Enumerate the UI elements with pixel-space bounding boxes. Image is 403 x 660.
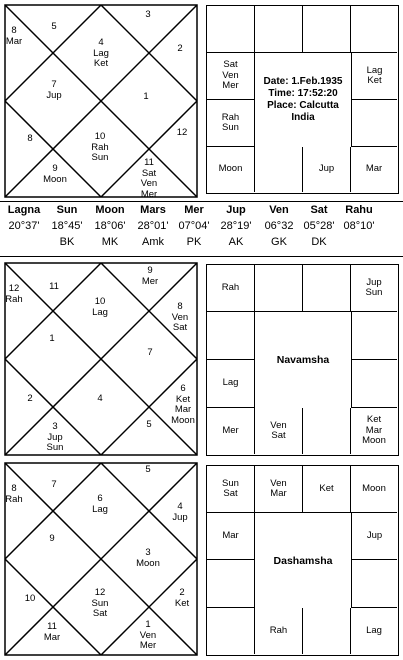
planet-karaka-1: BK [59, 236, 75, 248]
navamsha-house-2: 10 Lag [92, 296, 108, 318]
planet-name-6: Ven [269, 204, 289, 216]
planet-degree-6: 06°32 [264, 220, 294, 232]
rasi-house-1: 5 [51, 21, 57, 32]
navamsha-cell [351, 312, 397, 360]
dashamsha-house-8: 10 [24, 593, 36, 604]
navamsha-house-4: 12 Rah [5, 283, 23, 305]
planet-karaka-2: MK [101, 236, 119, 248]
navamsha-cell: Rah [207, 265, 255, 312]
planet-karaka-5: AK [228, 236, 244, 248]
navamsha-cell [303, 265, 351, 312]
dashamsha-cell: Sun Sat [207, 466, 255, 513]
navamsha-house-5: 8 Ven Sat [171, 301, 189, 333]
dashamsha-house-1: 7 [51, 479, 57, 490]
navamsha-house-3: 9 Mer [141, 265, 159, 287]
planet-degree-3: 28°01' [137, 220, 169, 232]
dashamsha-cell: Jup [351, 513, 397, 560]
navamsha-square-chart [206, 264, 399, 456]
dashamsha-house-7: 3 Moon [136, 547, 160, 569]
dashamsha-cell [351, 560, 397, 608]
navamsha-house-11: 4 [97, 393, 103, 404]
navamsha-house-7: 7 [147, 347, 153, 358]
navamsha-cell [207, 312, 255, 360]
dashamsha-house-6: 9 [49, 533, 55, 544]
navamsha-cell: Lag [207, 360, 255, 408]
navamsha-house-12: 5 [146, 419, 152, 430]
planet-name-1: Sun [56, 204, 78, 216]
planet-karakas-row [2, 236, 380, 248]
rasi-cell: Lag Ket [351, 53, 397, 100]
rasi-cell: Sat Ven Mer [207, 53, 255, 100]
rasi-cell: Rah Sun [207, 100, 255, 147]
rasi-house-12: 11 Sat Ven Mer [140, 157, 158, 200]
rasi-square-chart [206, 5, 399, 194]
rasi-cell [255, 6, 303, 53]
navamsha-house-6: 1 [49, 333, 55, 344]
dashamsha-house-4: 8 Rah [5, 483, 23, 505]
navamsha-house-8: 2 [27, 393, 33, 404]
dashamsha-cell: Ket [303, 466, 351, 513]
rasi-house-10: 10 Rah Sun [91, 131, 109, 163]
navamsha-house-9: 6 Ket Mar Moon [171, 383, 195, 426]
dashamsha-cell: Mar [207, 513, 255, 560]
rasi-cell: Jup [303, 147, 351, 192]
planet-name-4: Mer [184, 204, 204, 216]
dashamsha-title: Dashamsha [273, 554, 333, 567]
planet-karaka-0 [2, 236, 46, 248]
dashamsha-cell: Ven Mar [255, 466, 303, 513]
planet-name-3: Mars [140, 204, 166, 216]
rasi-cell [255, 147, 303, 192]
dashamsha-cell [207, 608, 255, 654]
rasi-cell: Moon [207, 147, 255, 192]
dashamsha-house-11: 12 Sun Sat [91, 587, 109, 619]
dashamsha-house-9: 2 Ket [174, 587, 190, 609]
table-bottom-separator [0, 256, 403, 257]
rasi-cell [351, 100, 397, 147]
rasi-house-7: 1 [143, 91, 149, 102]
dashamsha-square-chart [206, 465, 399, 656]
planet-karaka-6: GK [271, 236, 287, 248]
navamsha-house-1: 11 [49, 281, 59, 292]
planet-degree-4: 07°04' [178, 220, 210, 232]
navamsha-cell [255, 265, 303, 312]
planet-degrees-row [2, 220, 380, 232]
rasi-cell: Mar [365, 163, 383, 175]
dashamsha-house-10: 11 Mar [43, 621, 61, 643]
navamsha-house-10: 3 Jup Sun [46, 421, 64, 453]
rasi-cell [207, 6, 255, 53]
planet-karaka-8 [338, 236, 380, 248]
table-top-separator [0, 201, 403, 202]
rasi-house-11: 9 Moon [43, 163, 67, 185]
dashamsha-cell [207, 560, 255, 608]
planet-degree-7: 05°28' [303, 220, 335, 232]
rasi-cell [303, 6, 351, 53]
navamsha-cell [303, 408, 351, 454]
dashamsha-cell: Moon [351, 466, 397, 513]
navamsha-cell [351, 360, 397, 408]
dashamsha-house-2: 6 Lag [92, 493, 108, 515]
planet-name-8: Rahu [345, 204, 373, 216]
planet-name-7: Sat [310, 204, 328, 216]
rasi-birth-details: Date: 1.Feb.1935 Time: 17:52:20 Place: Calcutta India [263, 76, 343, 123]
navamsha-cell: Mer [207, 408, 255, 454]
planet-degree-1: 18°45' [51, 220, 83, 232]
navamsha-cell: Ven Sat [255, 408, 303, 454]
planet-name-0: Lagna [7, 204, 41, 216]
rasi-house-5: 2 [177, 43, 183, 54]
planet-name-2: Moon [95, 204, 125, 216]
navamsha-title: Navamsha [276, 354, 330, 366]
planet-degree-0: 20°37' [8, 220, 40, 232]
dashamsha-house-3: 5 [145, 464, 151, 475]
planet-degree-8: 08°10' [343, 220, 375, 232]
dashamsha-cell: Lag [366, 624, 382, 636]
planet-degree-2: 18°06' [94, 220, 126, 232]
planet-karaka-3: Amk [142, 236, 164, 248]
dashamsha-cell [303, 608, 351, 654]
rasi-house-6: 7 Jup [46, 79, 62, 101]
navamsha-cell: Ket Mar Moon [362, 414, 386, 447]
dashamsha-house-12: 1 Ven Mer [139, 619, 157, 651]
planet-name-5: Jup [226, 204, 246, 216]
planet-degree-5: 28°19' [220, 220, 252, 232]
rasi-house-9: 8 [27, 133, 33, 144]
rasi-house-8: 12 [176, 127, 188, 138]
rasi-cell [351, 6, 397, 53]
dashamsha-cell: Rah [255, 608, 303, 654]
planet-karaka-4: PK [186, 236, 202, 248]
planet-karaka-7: DK [311, 236, 327, 248]
rasi-house-3: 3 [145, 9, 151, 20]
navamsha-cell: Jup Sun [351, 265, 397, 312]
rasi-house-4: 8 Mar [5, 25, 23, 47]
dashamsha-house-5: 4 Jup [172, 501, 188, 523]
planet-names-row [2, 204, 380, 216]
rasi-house-2: 4 Lag Ket [93, 37, 109, 69]
